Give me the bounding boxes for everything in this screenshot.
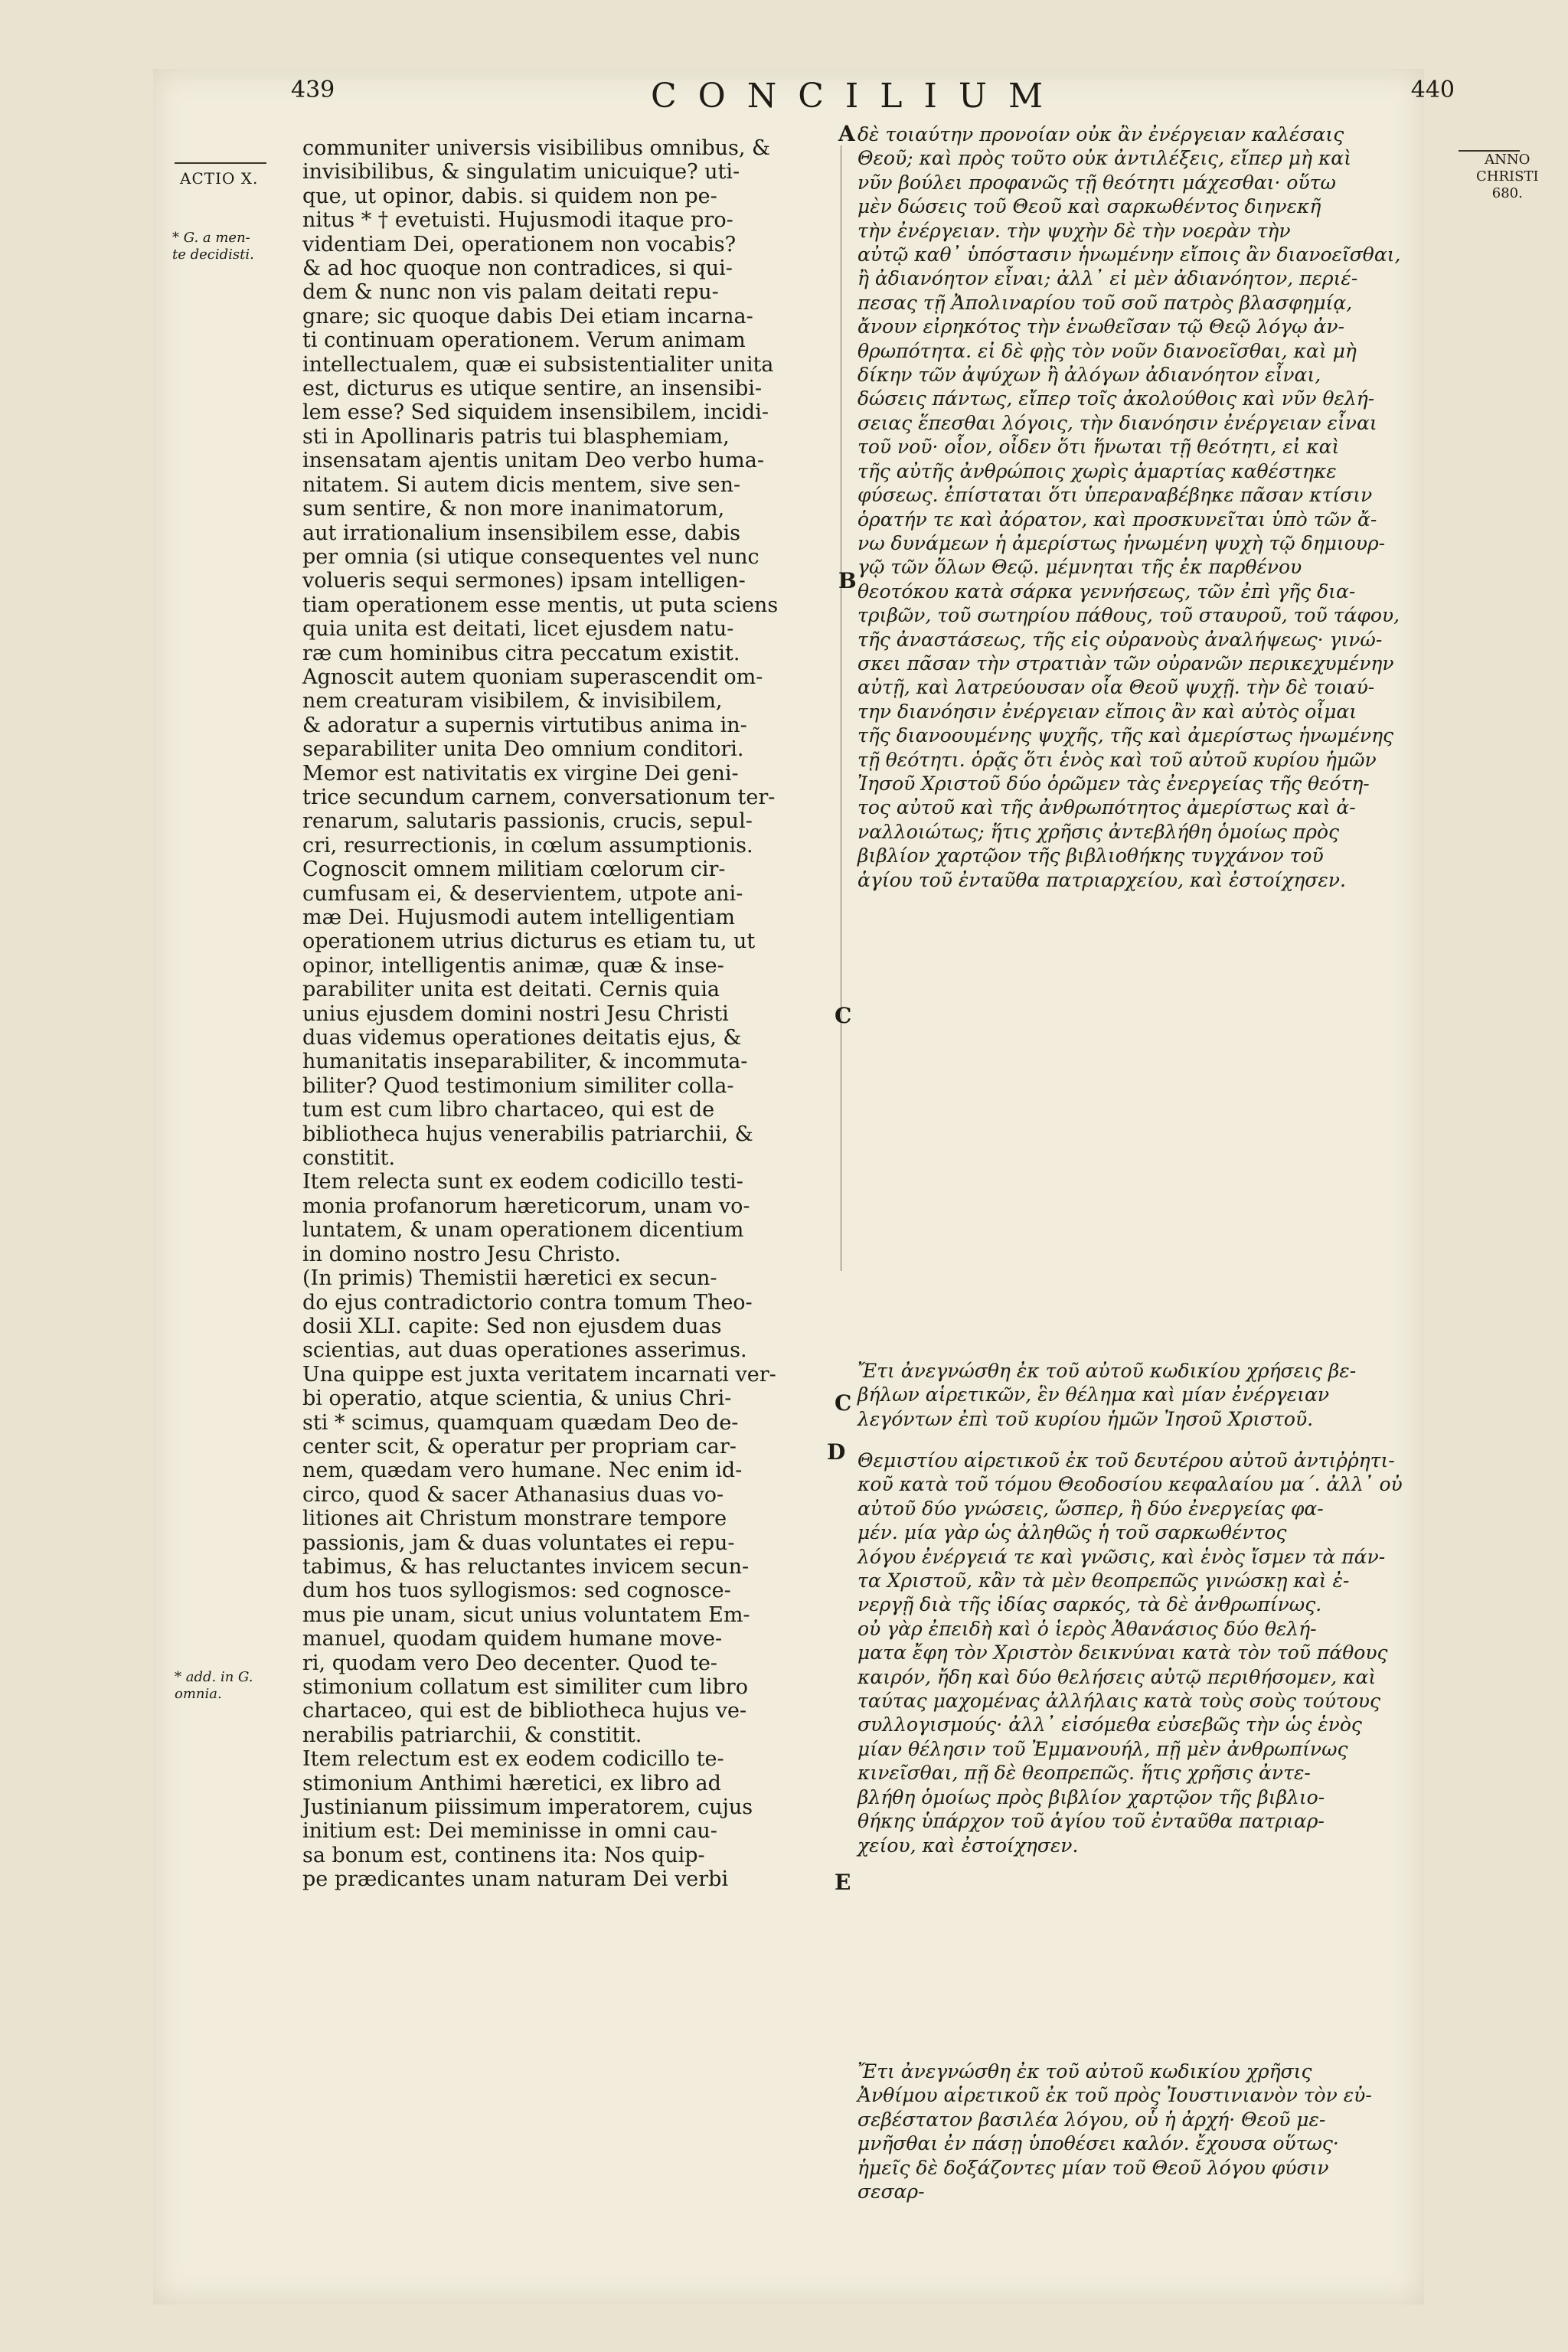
section-letter-b: B (838, 568, 857, 593)
greek-column-block-2 (858, 1359, 1455, 1431)
greek-column-block-1 (858, 122, 1455, 892)
text-line: θεοτόκου κατὰ σάρκα γεννήσεως, τῶν ἐπὶ γῆς δια- (858, 580, 1356, 603)
text-line: πεσας τῇ Ἀπολιναρίου τοῦ σοῦ πατρὸς βλασφημίᾳ, (858, 291, 1353, 314)
text-line: lem esse? Sed siquidem insensibilem, incidi- (302, 400, 769, 425)
text-line: litiones ait Christum monstrare tempore (302, 1507, 727, 1531)
greek-column-block-4 (858, 2060, 1455, 2203)
text-line: Θεμιστίου αἱρετικοῦ ἐκ τοῦ δευτέρου αὐτοῦ ἀντιῤῥητι- (858, 1449, 1395, 1472)
text-line: δὲ τοιαύτην προνοίαν οὐκ ἂν ἐνέργειαν καλέσαις (858, 123, 1344, 145)
text-line: bi operatio, atque scientia, & unius Chri- (302, 1387, 732, 1411)
text-line: cri, resurrectionis, in cœlum assumptionis. (302, 833, 753, 858)
text-line: καιρόν, ἤδη καὶ δύο θελήσεις αὐτῷ περιθήσομεν, καὶ (858, 1665, 1377, 1688)
text-line: βιβλίον χαρτῷον τῆς βιβλιοθήκης τυγχάνον τοῦ (858, 844, 1324, 867)
text-line: ματα ἔφη τὸν Χριστὸν δεικνύναι κατὰ τὸν τοῦ πάθους (858, 1642, 1388, 1664)
text-line: constitit. (302, 1146, 396, 1171)
text-line: nem creaturam visibilem, & invisibilem, (302, 689, 723, 714)
text-line: do ejus contradictorio contra tomum Theo- (302, 1290, 753, 1315)
text-line: ἄνουν εἰρηκότος τὴν ἑνωθεῖσαν τῷ Θεῷ λόγῳ ἀν- (858, 315, 1345, 338)
text-line: sti * scimus, quamquam quædam Deo de- (302, 1410, 739, 1435)
text-line: que, ut opinor, dabis. si quidem non pe- (302, 184, 717, 208)
text-line: renarum, salutaris passionis, crucis, sepul- (302, 809, 753, 834)
text-line: τὴν ἐνέργειαν. τὴν ψυχὴν δὲ τὴν νοερὰν τὴν (858, 219, 1291, 242)
text-line: δώσεις πάντως, εἴπερ τοῖς ἀκολούθοις καὶ νῦν θελή- (858, 387, 1375, 410)
text-line: tiam operationem esse mentis, ut puta sciens (302, 593, 779, 617)
text-line: λόγου ἐνέργειά τε καὶ γνῶσις, καὶ ἑνὸς ἴσμεν τὰ πάν- (858, 1545, 1386, 1568)
text-line: operationem utrius dicturus es etiam tu, ut (302, 929, 756, 954)
margin-anno-christi: ANNO CHRISTI 680. (1476, 152, 1539, 201)
text-line: opinor, intelligentis animæ, quæ & inse- (302, 953, 724, 978)
text-line: stimonium Anthimi hæretici, ex libro ad (302, 1771, 721, 1795)
text-line: initium est: Dei meminisse in omni cau- (302, 1819, 717, 1844)
text-line: stimonium collatum est similiter cum libro (302, 1675, 748, 1699)
text-line: ἢ ἀδιανόητον εἶναι; ἀλλ᾽ εἰ μὲν ἀδιανόητον, περιέ- (858, 267, 1358, 290)
text-line: Memor est nativitatis ex virgine Dei geni- (302, 761, 739, 786)
text-line: center scit, & operatur per propriam car- (302, 1434, 737, 1459)
text-line: biliter? Quod testimonium similiter colla- (302, 1073, 734, 1098)
section-letter-c: C (835, 1003, 852, 1028)
text-line: αὐτοῦ δύο γνώσεις, ὥσπερ, ἢ δύο ἐνεργείας φα- (858, 1497, 1324, 1520)
text-line: Ἀνθίμου αἱρετικοῦ ἐκ τοῦ πρὸς Ἰουστινιανὸν τὸν εὐ- (858, 2084, 1372, 2107)
text-line: τῆς ἀναστάσεως, τῆς εἰς οὐρανοὺς ἀναλήψεως· γινώ- (858, 628, 1383, 651)
text-line: τῆς διανοουμένης ψυχῆς, τῆς καὶ ἀμερίστως ἡνωμένης (858, 724, 1394, 747)
text-line: Ἰησοῦ Χριστοῦ δύο ὁρῶμεν τὰς ἐνεργείας τῆς θεότη- (858, 772, 1370, 795)
text-line: βλήθη ὁμοίως πρὸς βιβλίον χαρτῷον τῆς βιβλιο- (858, 1785, 1325, 1808)
text-line: est, dicturus es utique sentire, an insensibi- (302, 377, 762, 401)
text-line: τριβῶν, τοῦ σωτηρίου πάθους, τοῦ σταυροῦ, τοῦ τάφου, (858, 604, 1400, 627)
text-line: συλλογισμούς· ἀλλ᾽ εἰσόμεθα εὐσεβῶς τὴν ὡς ἑνὸς (858, 1713, 1362, 1736)
text-line: τοῦ νοῦ· οἷον, οἶδεν ὅτι ἥνωται τῇ θεότητι, εἰ καὶ (858, 436, 1340, 459)
text-line: dosii XLI. capite: Sed non ejusdem duas (302, 1314, 722, 1338)
text-line: ταύτας μαχομένας ἀλλήλαις κατὰ τοὺς σοὺς τούτους (858, 1690, 1381, 1713)
text-line: μὲν δώσεις τοῦ Θεοῦ καὶ σαρκωθέντος διηνεκῆ (858, 195, 1321, 218)
text-line: θήκης ὑπάρχον τοῦ ἁγίου τοῦ ἐνταῦθα πατριαρ- (858, 1810, 1325, 1833)
text-line: βήλων αἱρετικῶν, ἓν θέλημα καὶ μίαν ἐνέργειαν (858, 1383, 1330, 1406)
latin-column (302, 136, 835, 1892)
text-line: ἡμεῖς δὲ δοξάζοντες μίαν τοῦ Θεοῦ λόγου φύσιν (858, 2156, 1329, 2179)
text-line: gnare; sic quoque dabis Dei etiam incarna- (302, 304, 753, 328)
text-line: duas videmus operationes deitatis ejus, & (302, 1026, 742, 1050)
text-line: invisibilibus, & singulatim unicuique? uti- (302, 160, 740, 185)
text-line: φύσεως. ἐπίσταται ὅτι ὑπεραναβέβηκε πᾶσαν κτίσιν (858, 484, 1373, 507)
section-letter-e: E (835, 1870, 851, 1895)
text-line: τῆς αὐτῆς ἀνθρώποις χωρὶς ἁμαρτίας καθέστηκε (858, 459, 1337, 482)
text-line: cumfusam ei, & deservientem, utpote ani- (302, 881, 743, 906)
text-line: Cognoscit omnem militiam cœlorum cir- (302, 858, 726, 882)
text-line: ἁγίου τοῦ ἐνταῦθα πατριαρχείου, καὶ ἐστοίχησεν. (858, 868, 1346, 891)
margin-note-1: * G. a men- te decidisti. (172, 230, 254, 263)
text-line: nitatem. Si autem dicis mentem, sive sen- (302, 472, 741, 497)
text-line: μνῆσθαι ἐν πάσῃ ὑποθέσει καλόν. ἔχουσα οὕτως· (858, 2132, 1339, 2155)
text-line: οὐ γὰρ ἐπειδὴ καὶ ὁ ἱερὸς Ἀθανάσιος δύο θελή- (858, 1617, 1317, 1640)
margin-actio: ACTIO X. (180, 169, 259, 188)
text-line: ὁρατήν τε καὶ ἀόρατον, καὶ προσκυνεῖται ὑπὸ τῶν ἄ- (858, 508, 1377, 531)
text-line: Ἔτι ἀνεγνώσθη ἐκ τοῦ αὐτοῦ κωδικίου χρῆσις (858, 2060, 1312, 2082)
text-line: σειας ἕπεσθαι λόγοις, τὴν διανόησιν ἐνέργειαν εἶναι (858, 411, 1377, 434)
text-line: ri, quodam vero Deo decenter. Quod te- (302, 1651, 717, 1675)
text-line: pe prædicantes unam naturam Dei verbi (302, 1867, 729, 1892)
text-line: λεγόντων ἐπὶ τοῦ κυρίου ἡμῶν Ἰησοῦ Χριστοῦ. (858, 1407, 1314, 1430)
text-line: luntatem, & unam operationem dicentium (302, 1218, 744, 1243)
text-line: nitus * † evetuisti. Hujusmodi itaque pro- (302, 208, 733, 233)
text-line: Agnoscit autem quoniam superascendit om- (302, 665, 763, 689)
text-line: tum est cum libro chartaceo, qui est de (302, 1098, 715, 1122)
text-line: σκει πᾶσαν τὴν στρατιὰν τῶν οὐρανῶν περικεχυμένην (858, 652, 1394, 675)
section-letter-c-second: C (835, 1390, 852, 1416)
text-line: κοῦ κατὰ τοῦ τόμου Θεοδοσίου κεφαλαίου μα΄. ἀλλ᾽ οὐ (858, 1473, 1403, 1496)
text-line: humanitatis inseparabiliter, & incommuta- (302, 1050, 748, 1074)
text-line: (In primis) Themistii hæretici ex secun- (302, 1266, 717, 1291)
text-line: monia profanorum hæreticorum, unam vo- (302, 1194, 750, 1218)
text-line: αὐτῷ καθ᾽ ὑπόστασιν ἡνωμένην εἴποις ἂν διανοεῖσθαι, (858, 243, 1401, 266)
text-line: nem, quædam vero humane. Nec enim id- (302, 1459, 743, 1483)
text-line: την διανόησιν ἐνέργειαν εἴποις ἂν καὶ αὐτὸς οἶμαι (858, 700, 1357, 723)
text-line: manuel, quodam quidem humane move- (302, 1627, 723, 1651)
text-line: videntiam Dei, operationem non vocabis? (302, 232, 737, 256)
text-line: μέν. μία γὰρ ὡς ἀληθῶς ἡ τοῦ σαρκωθέντος (858, 1521, 1287, 1544)
text-line: δίκην τῶν ἀψύχων ἢ ἀλόγων ἀδιανόητον εἶναι, (858, 364, 1321, 387)
text-line: bibliotheca hujus venerabilis patriarchii, & (302, 1122, 753, 1146)
text-line: parabiliter unita est deitati. Cernis quia (302, 978, 720, 1002)
text-line: chartaceo, qui est de bibliotheca hujus ve- (302, 1699, 747, 1723)
text-line: circo, quod & sacer Athanasius duas vo- (302, 1482, 724, 1507)
text-line: & adoratur a supernis virtutibus anima in- (302, 713, 747, 737)
text-line: & ad hoc quoque non contradices, si qui- (302, 256, 733, 281)
text-line: αὐτῇ, καὶ λατρεύουσαν οἷα Θεοῦ ψυχῇ. τὴν δὲ τοιαύ- (858, 676, 1375, 699)
text-line: in domino nostro Jesu Christo. (302, 1242, 621, 1266)
text-line: Item relectum est ex eodem codicillo te- (302, 1747, 724, 1772)
text-line: μίαν θέλησιν τοῦ Ἐμμανουήλ, πῇ μὲν ἀνθρωπίνως (858, 1737, 1348, 1760)
text-line: volueris sequi sermones) ipsam intelligen- (302, 569, 746, 593)
text-line: trice secundum carnem, conversationum ter- (302, 785, 776, 809)
text-line: νῦν βούλει προφανῶς τῇ θεότητι μάχεσθαι· οὕτω (858, 171, 1336, 194)
text-line: dem & nunc non vis palam deitati repu- (302, 280, 719, 305)
section-letter-d: D (827, 1439, 846, 1465)
margin-note-2: * add. in G. omnia. (175, 1669, 253, 1702)
text-line: passionis, jam & duas voluntates ei repu- (302, 1530, 735, 1555)
text-line: τος αὐτοῦ καὶ τῆς ἀνθρωπότητος ἀμερίστως καὶ ἀ- (858, 796, 1356, 819)
page-header (291, 77, 1455, 122)
text-line: χείου, καὶ ἐστοίχησεν. (858, 1834, 1079, 1857)
text-line: Ἔτι ἀνεγνώσθη ἐκ τοῦ αὐτοῦ κωδικίου χρήσεις βε- (858, 1360, 1357, 1382)
text-line: σεβέστατον βασιλέα λόγου, οὗ ἡ ἀρχή· Θεοῦ με- (858, 2108, 1326, 2131)
text-line: γῷ τῶν ὅλων Θεῷ. μέμνηται τῆς ἐκ παρθένου (858, 556, 1302, 579)
text-line: σεσαρ- (858, 2180, 925, 2203)
section-letter-a: A (838, 121, 855, 146)
text-line: communiter universis visibilibus omnibus, & (302, 136, 771, 160)
text-line: dum hos tuos syllogismos: sed cognosce- (302, 1579, 731, 1603)
text-line: nerabilis patriarchii, & constitit. (302, 1723, 642, 1747)
text-line: νω δυνάμεων ἡ ἀμερίστως ἡνωμένη ψυχὴ τῷ δημιουρ- (858, 531, 1386, 554)
text-line: νεργῇ διὰ τῆς ἰδίας σαρκός, τὰ δὲ ἀνθρωπίνως. (858, 1593, 1322, 1616)
text-line: aut irrationalium insensibilem esse, dabis (302, 521, 740, 545)
greek-column-block-3 (858, 1449, 1455, 1857)
text-line: κινεῖσθαι, πῇ δὲ θεοπρεπῶς. ἥτις χρῆσις ἀντε- (858, 1762, 1311, 1785)
text-line: Θεοῦ; καὶ πρὸς τοῦτο οὐκ ἀντιλέξεις, εἴπερ μὴ καὶ (858, 147, 1351, 170)
text-line: θρωπότητα. εἰ δὲ φῂς τὸν νοῦν διανοεῖσθαι, καὶ μὴ (858, 339, 1357, 362)
text-line: τα Χριστοῦ, κἂν τὰ μὲν θεοπρεπῶς γινώσκῃ καὶ ἐ- (858, 1570, 1350, 1592)
page-number-right: 440 (1410, 77, 1455, 103)
text-line: mus pie unam, sicut unius voluntatem Em- (302, 1602, 750, 1627)
text-line: Justinianum piissimum imperatorem, cujus (302, 1795, 753, 1820)
text-line: sum sentire, & non more inanimatorum, (302, 497, 725, 521)
page-number-left: 439 (291, 77, 335, 103)
text-line: per omnia (si utique consequentes vel nunc (302, 544, 760, 569)
text-line: Item relecta sunt ex eodem codicillo testi- (302, 1170, 743, 1194)
text-line: τῇ θεότητι. ὁρᾷς ὅτι ἑνὸς καὶ τοῦ αὐτοῦ κυρίου ἡμῶν (858, 748, 1377, 771)
text-line: ti continuam operationem. Verum animam (302, 328, 746, 353)
text-line: separabiliter unita Deo omnium conditori. (302, 737, 744, 762)
text-line: insensatam ajentis unitam Deo verbo huma- (302, 449, 764, 473)
text-line: scientias, aut duas operationes asserimus. (302, 1338, 747, 1363)
text-line: sti in Apollinaris patris tui blasphemiam, (302, 424, 730, 449)
text-line: Una quippe est juxta veritatem incarnati ver- (302, 1362, 776, 1387)
text-line: tabimus, & has reluctantes invicem secun- (302, 1554, 750, 1579)
text-line: unius ejusdem domini nostri Jesu Christi (302, 1001, 729, 1026)
text-line: intellectualem, quæ ei subsistentialiter unita (302, 352, 774, 377)
text-line: quia unita est deitati, licet ejusdem natu- (302, 617, 734, 642)
running-title: CONCILIUM (651, 77, 1065, 116)
text-line: ναλλοιώτως; ἥτις χρῆσις ἀντεβλήθη ὁμοίως πρὸς (858, 820, 1340, 843)
text-line: mæ Dei. Hujusmodi autem intelligentiam (302, 906, 735, 929)
text-line: sa bonum est, continens ita: Nos quip- (302, 1843, 705, 1867)
left-margin-dash (175, 162, 266, 164)
text-line: ræ cum hominibus citra peccatum existit. (302, 641, 740, 665)
